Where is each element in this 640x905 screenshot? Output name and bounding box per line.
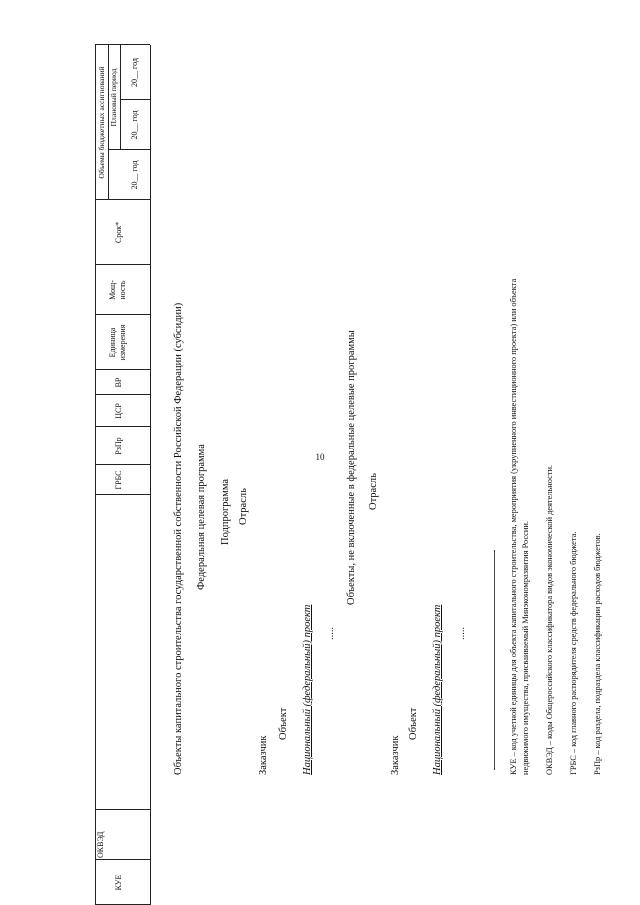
header-power-line1: Мощ- bbox=[108, 280, 117, 300]
industry-1: Отрасль bbox=[238, 488, 249, 525]
header-budget: Объемы бюджетных ассигнований bbox=[97, 66, 106, 179]
header-unit bbox=[108, 315, 128, 370]
header-vr: ВР bbox=[114, 377, 123, 388]
header-year-plan1: 20__ год bbox=[130, 110, 139, 140]
ellipsis-1: ..... bbox=[325, 626, 336, 640]
header-grbs: ГРБС bbox=[114, 470, 123, 490]
footnote-separator bbox=[494, 550, 495, 770]
header-power-line2: ность bbox=[118, 280, 127, 300]
national-project-2: Национальный (федеральный) проект bbox=[432, 604, 443, 775]
fed-program: Федеральная целевая программа bbox=[196, 444, 207, 590]
national-project-1: Национальный (федеральный) проект bbox=[302, 604, 313, 775]
footnote-rzpr: РзПр – код раздела, подраздела классификации расходов бюджетов. bbox=[593, 533, 602, 775]
customer-1: Заказчик bbox=[258, 735, 269, 775]
object-1: Объект bbox=[278, 707, 289, 740]
header-unit-line1: Единица bbox=[108, 327, 117, 358]
customer-2: Заказчик bbox=[390, 735, 401, 775]
not-included-heading: Объекты, не включенные в федеральные целевые программы bbox=[346, 330, 357, 605]
page-number: 10 bbox=[315, 452, 325, 462]
subprogram: Подпрограмма bbox=[220, 478, 231, 545]
ellipsis-2: ..... bbox=[456, 626, 467, 640]
header-year-current: 20__ год bbox=[130, 160, 139, 190]
footnote-kue-line2: недвижимого имущества, присваиваемый Минэкономразвития России. bbox=[521, 521, 530, 775]
header-power bbox=[108, 265, 128, 315]
header-term: Срок* bbox=[114, 221, 123, 244]
object-2: Объект bbox=[408, 707, 419, 740]
header-rzpr: РзПр bbox=[114, 437, 123, 455]
header-year-plan2: 20__ год bbox=[130, 58, 139, 87]
industry-2: Отрасль bbox=[368, 473, 379, 510]
section-title: Объекты капитального строительства государственной собственности Российской Федерации (субсидии) bbox=[173, 302, 184, 775]
footnote-okved: ОКВЭД – коды Общероссийского классификатора видов экономической деятельности. bbox=[545, 464, 554, 775]
header-plan: Плановый период bbox=[109, 68, 118, 127]
header-unit-line2: измерения bbox=[118, 324, 127, 361]
footnote-kue-line1: КУЕ – код учетной единицы для объекта капитального строительства, мероприятия (укрупненного инвестиционного проекта) или объекта bbox=[509, 278, 518, 775]
footnote-grbs: ГРБС – код главного распорядителя средств федерального бюджета. bbox=[569, 531, 578, 775]
header-kue: КУЕ bbox=[114, 874, 123, 891]
header-csr: ЦСР bbox=[114, 403, 123, 419]
header-okved: ОКВЭД bbox=[96, 831, 105, 858]
